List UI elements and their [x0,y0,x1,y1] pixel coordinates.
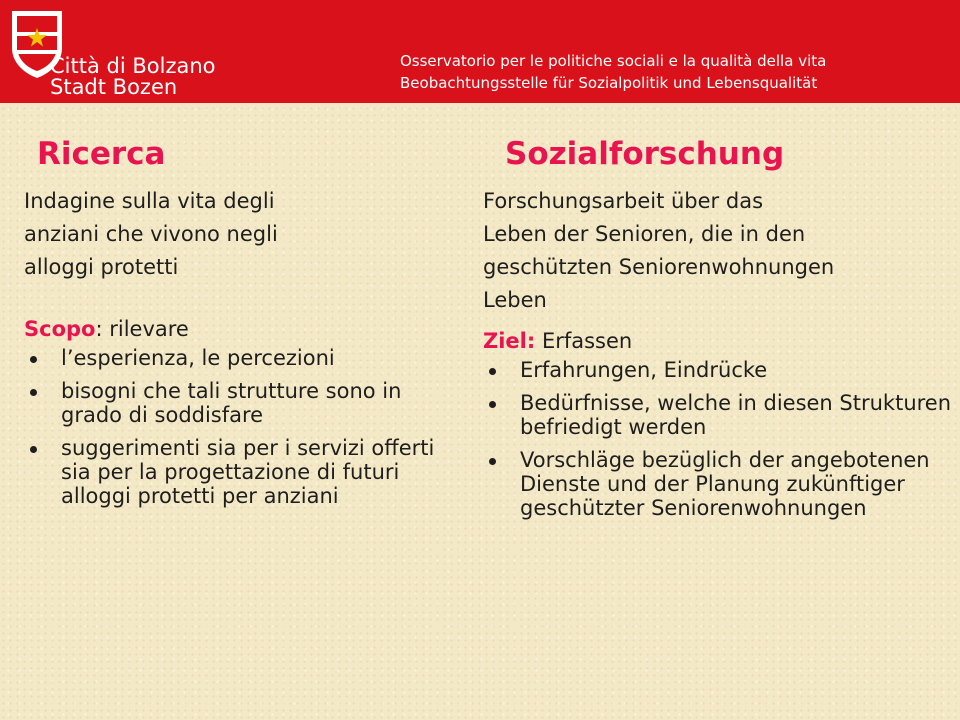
list-item [483,391,955,439]
list-item-text: Erfahrungen, Eindrücke [520,358,768,382]
observatory-it: Osservatorio per le politiche sociali e la qualità della vita [400,52,827,70]
intro-line: Leben [483,288,547,312]
bullet-icon [489,401,496,408]
title-italian: Ricerca [37,136,166,172]
observatory-de: Beobachtungsstelle für Sozialpolitik und Lebensqualität [400,74,818,92]
observatory-name [400,50,932,94]
goal-text: Erfassen [535,329,633,353]
intro-italian [24,185,454,284]
intro-line: geschützten Seniorenwohnungen [483,255,835,279]
intro-line: Forschungsarbeit über das [483,189,764,213]
goal-label: Ziel: [483,329,536,353]
intro-line: alloggi protetti [24,255,179,279]
bullet-icon [489,368,496,375]
bullet-list-italian [24,346,454,508]
intro-german [483,185,955,317]
header-bar [0,0,960,103]
column-italian [24,185,454,517]
list-item [24,436,454,508]
intro-line: anziani che vivono negli [24,222,278,246]
bullet-list-german [483,358,955,520]
city-name-it: Città di Bolzano [50,54,216,78]
goal-italian [24,315,454,343]
list-item [483,358,955,382]
goal-text: : rilevare [95,317,189,341]
column-german [483,185,955,529]
list-item-text: l’esperienza, le percezioni [61,346,335,370]
list-item-text: suggerimenti sia per i servizi offerti sia per la progettazione di futuri alloggi protetti per anziani [61,436,435,508]
list-item-text: bisogni che tali strutture sono in grado di soddisfare [61,379,402,427]
bullet-icon [30,356,37,363]
list-item [483,448,955,520]
list-item [24,346,454,370]
bullet-icon [30,446,37,453]
city-name-de: Stadt Bozen [50,75,178,99]
bullet-icon [30,389,37,396]
list-item-text: Bedürfnisse, welche in diesen Strukturen befriedigt werden [520,391,952,439]
goal-german [483,327,955,355]
intro-line: Leben der Senioren, die in den [483,222,806,246]
bullet-icon [489,458,496,465]
list-item-text: Vorschläge bezüglich der angebotenen Dienste und der Planung zukünftiger geschützter Seniorenwohnungen [520,448,930,520]
city-name [50,56,216,98]
intro-line: Indagine sulla vita degli [24,189,275,213]
goal-label: Scopo [24,317,96,341]
list-item [24,379,454,427]
title-german: Sozialforschung [505,136,785,172]
